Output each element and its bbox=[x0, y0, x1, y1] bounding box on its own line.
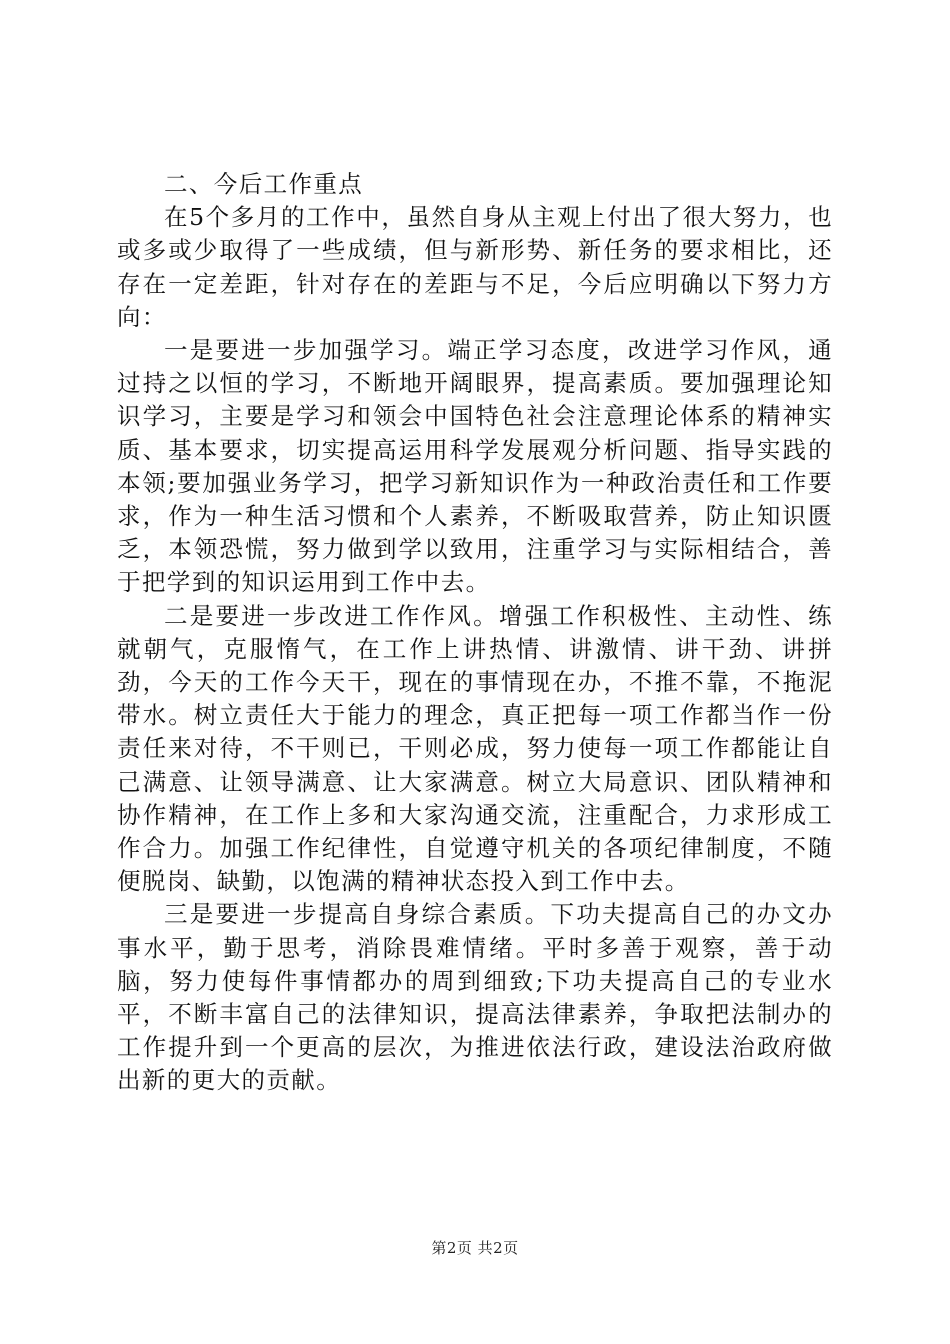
section-heading: 二、今后工作重点 bbox=[164, 170, 364, 198]
paragraph-intro: 在5个多月的工作中，虽然自身从主观上付出了很大努力，也或多或少取得了一些成绩，但与新形势、新任务的要求相比，还存在一定差距，针对存在的差距与不足，今后应明确以下努力方向： bbox=[117, 203, 833, 331]
document-body bbox=[117, 168, 833, 1098]
paragraph-study: 一是要进一步加强学习。端正学习态度，改进学习作风，通过持之以恒的学习，不断地开阔眼界，提高素质。要加强理论知识学习，主要是学习和领会中国特色社会注意理论体系的精神实质、基本要求，切实提高运用科学发展观分析问题、指导实践的本领;要加强业务学习，把学习新知识作为一种政治责任和工作要求，作为一种生活习惯和个人素养，不断吸取营养，防止知识匮乏，本领恐慌，努力做到学以致用，注重学习与实际相结合，善于把学到的知识运用到工作中去。 bbox=[117, 336, 833, 597]
paragraph-work-style: 二是要进一步改进工作作风。增强工作积极性、主动性、练就朝气，克服惰气，在工作上讲热情、讲激情、讲干劲、讲拼劲，今天的工作今天干，现在的事情现在办，不推不靠，不拖泥带水。树立责任大于能力的理念，真正把每一项工作都当作一份责任来对待，不干则已，干则必成，努力使每一项工作都能让自己满意、让领导满意、让大家满意。树立大局意识、团队精神和协作精神，在工作上多和大家沟通交流，注重配合，力求形成工作合力。加强工作纪律性，自觉遵守机关的各项纪律制度，不随便脱岗、缺勤，以饱满的精神状态投入到工作中去。 bbox=[117, 601, 833, 896]
page-number-footer: 第2页 共2页 bbox=[431, 1239, 519, 1257]
paragraph-quality: 三是要进一步提高自身综合素质。下功夫提高自己的办文办事水平，勤于思考，消除畏难情绪。平时多善于观察，善于动脑，努力使每件事情都办的周到细致;下功夫提高自己的专业水平，不断丰富自己的法律知识，提高法律素养，争取把法制办的工作提升到一个更高的层次，为推进依法行政，建设法治政府做出新的更大的贡献。 bbox=[117, 900, 833, 1095]
